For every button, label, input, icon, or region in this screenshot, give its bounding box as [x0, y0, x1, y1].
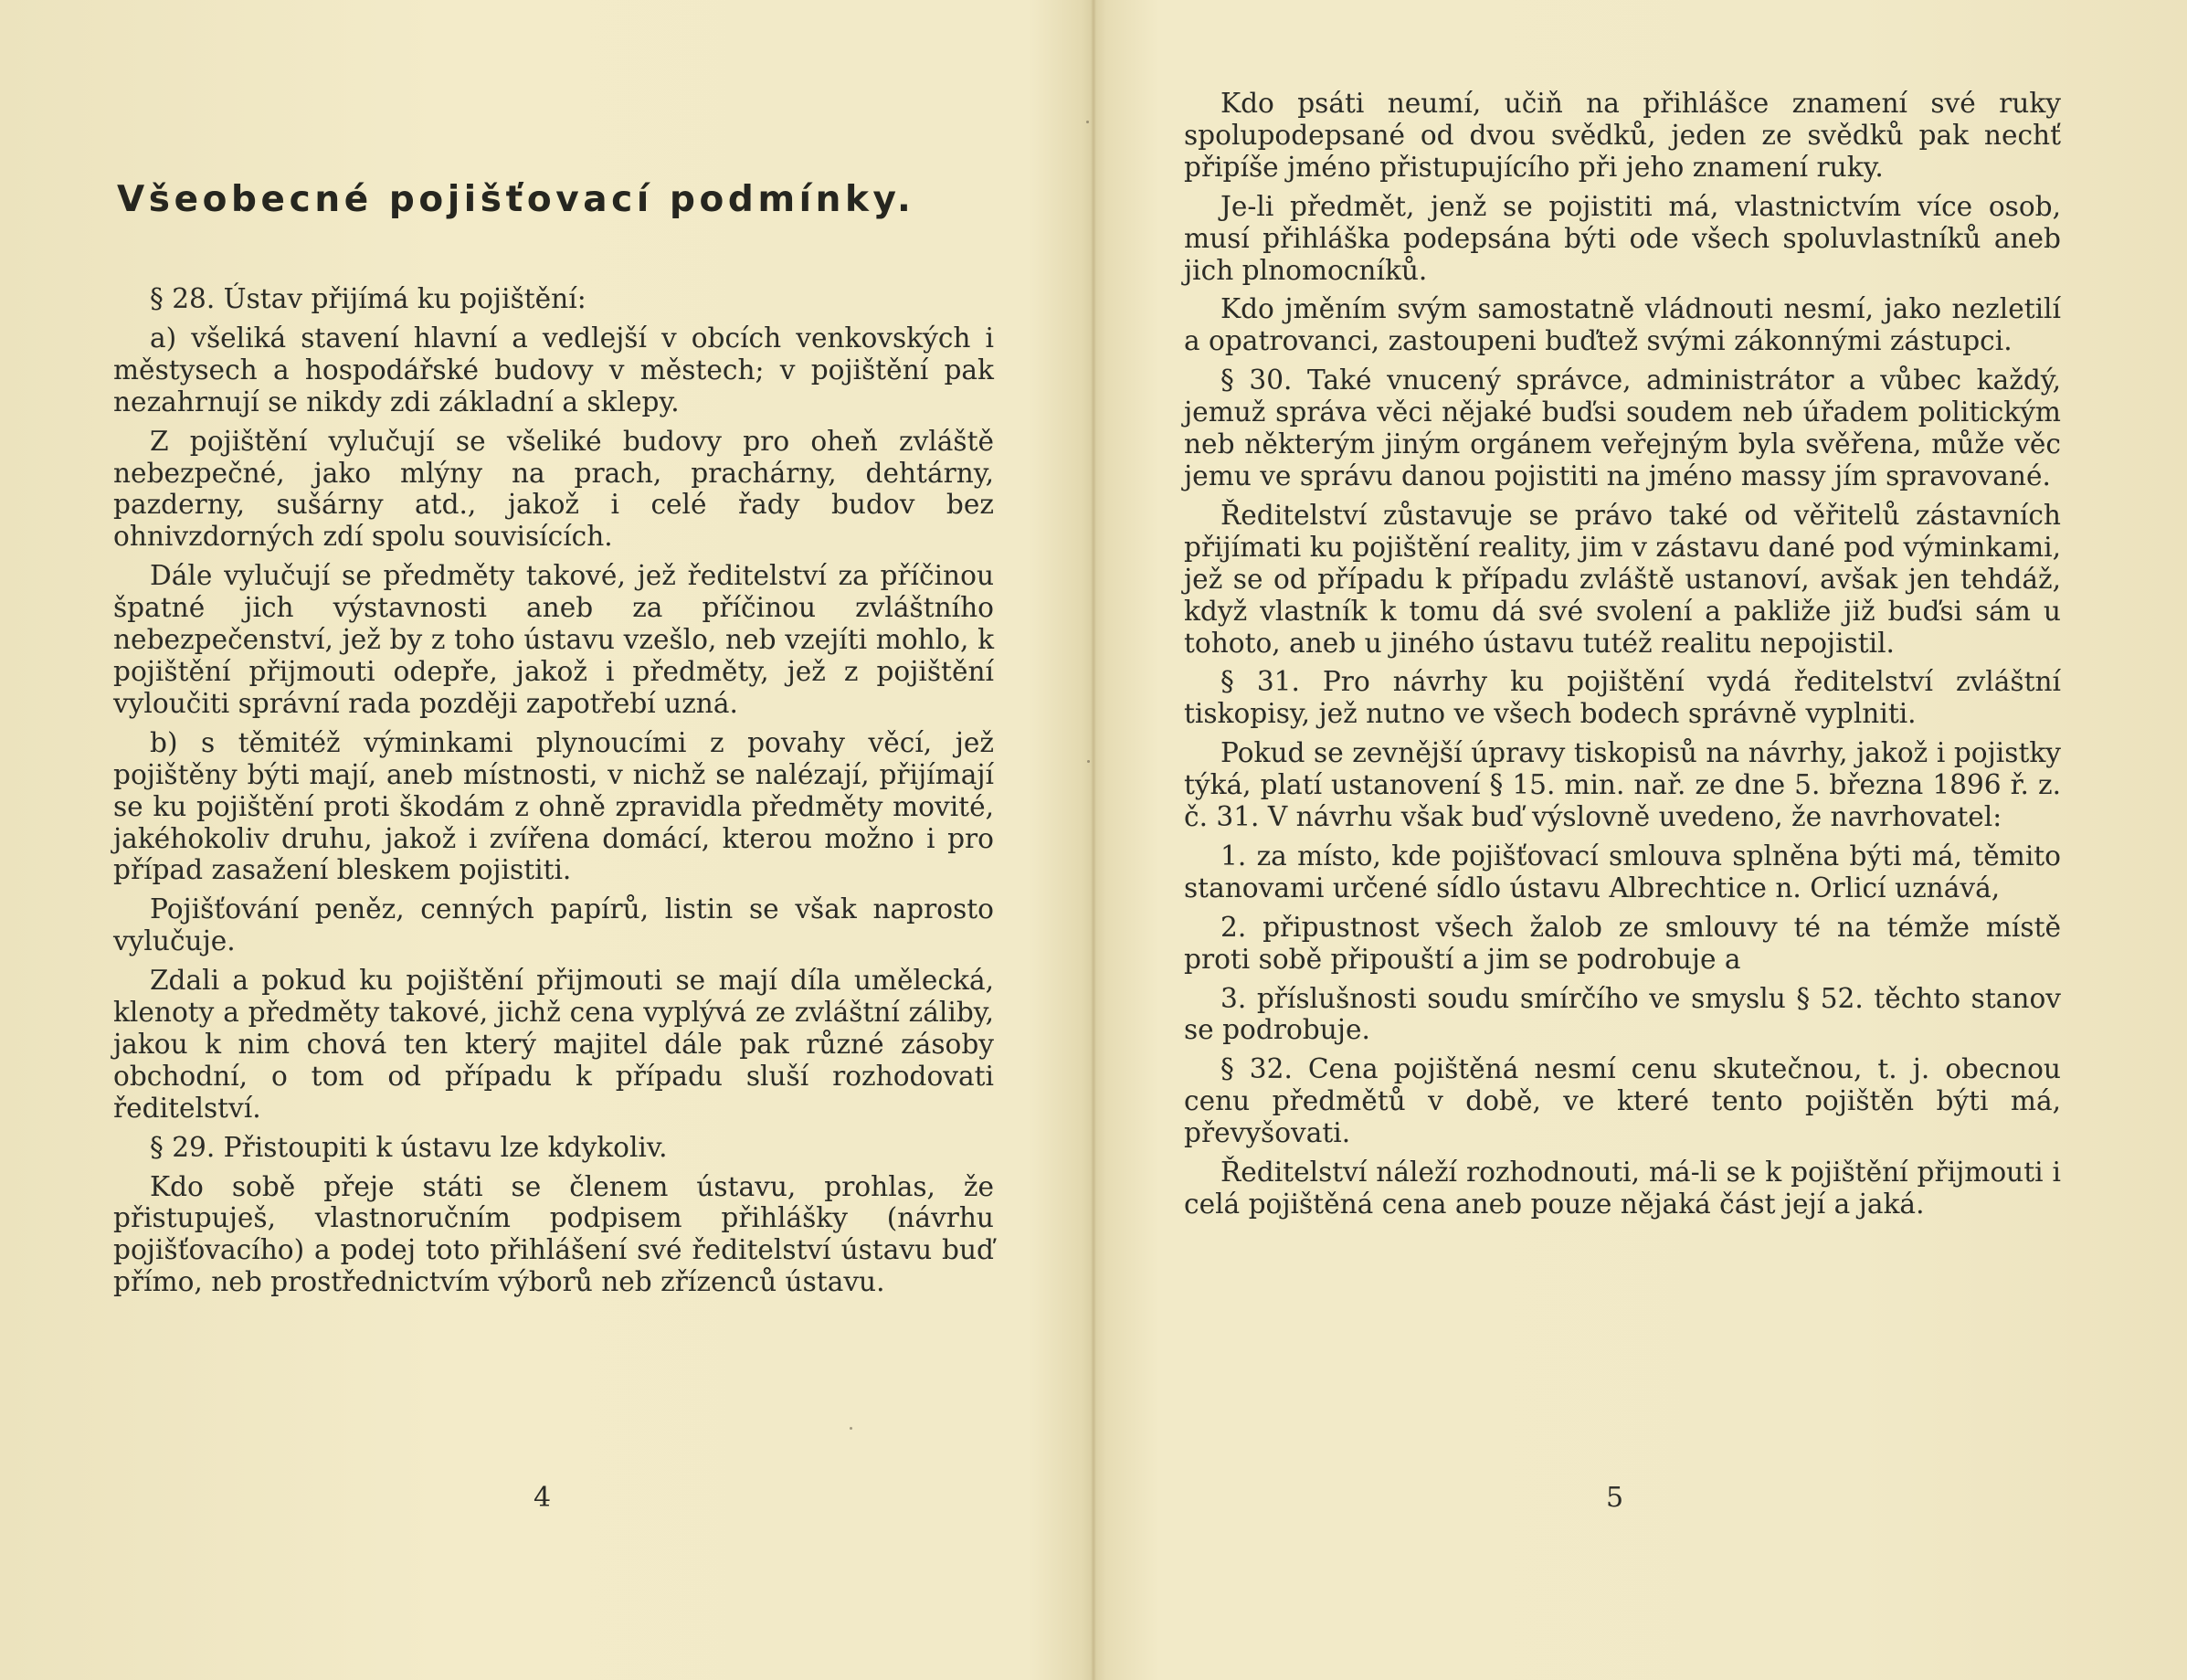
paragraph: Je-li předmět, jenž se pojistiti má, vlastnictvím více osob, musí přihláška podepsána býti ode všech spoluvlastníků aneb jich plnomocníků.	[1184, 190, 2061, 286]
paragraph: Ředitelství zůstavuje se právo také od věřitelů zástavních přijímati ku pojištění reality, jim v zástavu dané pod výminkami, jež se od případu k případu zvláště ustanoví, avšak jen tehdáž, když vlastník k tomu dá své svolení a pakliže již buďsi sám u tohoto, aneb u jiného ústavu tutéž realitu nepojistil.	[1184, 499, 2061, 659]
paragraph: Dále vylučují se předměty takové, jež ředitelství za příčinou špatné jich výstavnosti aneb za příčinou zvláštního nebezpečenství, jež by z toho ústavu vzešlo, neb vzejíti mohlo, k pojištění přijmouti odepře, jakož i předměty, jež z pojištění vyloučiti správní rada později zapotřebí uzná.	[113, 560, 994, 719]
paper-speck	[1086, 121, 1089, 123]
left-page	[0, 0, 1091, 1680]
paragraph: § 28. Ústav přijímá ku pojištění:	[150, 283, 586, 314]
right-page-text	[1184, 88, 2061, 1228]
paragraph: § 30. Také vnucený správce, administrátor a vůbec každý, jemuž správa věci nějaké buďsi soudem neb úřadem politickým neb některým jiným orgánem veřejným byla svěřena, může věc jemu ve správu danou pojistiti na jméno massy jím spravované.	[1184, 365, 2061, 491]
paragraph: § 32. Cena pojištěná nesmí cenu skutečnou, t. j. obecnou cenu předmětů v době, ve které tento pojištěn býti má, převyšovati.	[1184, 1053, 2061, 1149]
paragraph: a) všeliká stavení hlavní a vedlejší v obcích venkovských i městysech a hospodářské budovy v městech; v pojištění pak nezahrnují se nikdy zdi základní a sklepy.	[113, 322, 994, 417]
paragraph: § 31. Pro návrhy ku pojištění vydá ředitelství zvláštní tiskopisy, jež nutno ve všech bodech správně vyplniti.	[1184, 666, 2061, 730]
paragraph: Pokud se zevnější úpravy tiskopisů na návrhy, jakož i pojistky týká, platí ustanovení § 15. min. nař. ze dne 5. března 1896 ř. z. č. 31. V návrhu však buď výslovně uvedeno, že navrhovatel:	[1184, 737, 2061, 833]
left-page-text	[113, 283, 994, 1305]
paper-speck	[850, 1427, 852, 1430]
paragraph: Pojišťování peněz, cenných papírů, listin se však naprosto vylučuje.	[113, 893, 994, 957]
paragraph: 3. příslušnosti soudu smírčího ve smyslu § 52. těchto stanov se podrobuje.	[1184, 982, 2061, 1046]
paragraph: Kdo psáti neumí, učiň na přihlášce znamení své ruky spolupodepsané od dvou svědků, jeden ze svědků pak nechť připíše jméno přistupujícího při jeho znamení ruky.	[1184, 88, 2061, 183]
paragraph: 2. připustnost všech žalob ze smlouvy té na témže místě proti sobě připouští a jim se podrobuje a	[1184, 911, 2061, 975]
paragraph: Ředitelství náleží rozhodnouti, má-li se k pojištění přijmouti i celá pojištěná cena aneb pouze nějaká část její a jaká.	[1184, 1157, 2061, 1220]
right-page	[1096, 0, 2187, 1680]
paragraph: b) s těmitéž výminkami plynoucími z povahy věcí, jež pojištěny býti mají, aneb místnosti, v nichž se nalézají, přijímají se ku pojištění proti škodám z ohně zpravidla předměty movité, jakéhokoliv druhu, jakož i zvířena domácí, kterou možno i pro případ zasažení bleskem pojistiti.	[113, 726, 994, 886]
page-title: Všeobecné pojišťovací podmínky.	[117, 179, 915, 220]
page-number: 4	[534, 1482, 552, 1514]
paragraph: § 29. Přistoupiti k ústavu lze kdykoliv.	[150, 1131, 668, 1163]
page-number: 5	[1606, 1482, 1624, 1514]
paragraph: Z pojištění vylučují se všeliké budovy pro oheň zvláště nebezpečné, jako mlýny na prach, prachárny, dehtárny, pazderny, sušárny atd., jakož i celé řady budov bez ohnivzdorných zdí spolu souvisících.	[113, 425, 994, 553]
paragraph: 1. za místo, kde pojišťovací smlouva splněna býti má, těmito stanovami určené sídlo ústavu Albrechtice n. Orlicí uznává,	[1184, 840, 2061, 903]
paragraph: Zdali a pokud ku pojištění přijmouti se mají díla umělecká, klenoty a předměty takové, jichž cena vyplývá ze zvláštní záliby, jakou k nim chová ten který majitel dále pak různé zásoby obchodní, o tom od případu k případu sluší rozhodovati ředitelství.	[113, 965, 994, 1124]
paragraph: Kdo jměním svým samostatně vládnouti nesmí, jako nezletilí a opatrovanci, zastoupeni buďtež svými zákonnými zástupci.	[1184, 293, 2061, 357]
paragraph: Kdo sobě přeje státi se členem ústavu, prohlas, že přistupuješ, vlastnoručním podpisem přihlášky (návrhu pojišťovacího) a podej toto přihlášení své ředitelství ústavu buď přímo, neb prostřednictvím výborů neb zřízenců ústavu.	[113, 1170, 994, 1298]
paper-speck	[1087, 760, 1090, 763]
